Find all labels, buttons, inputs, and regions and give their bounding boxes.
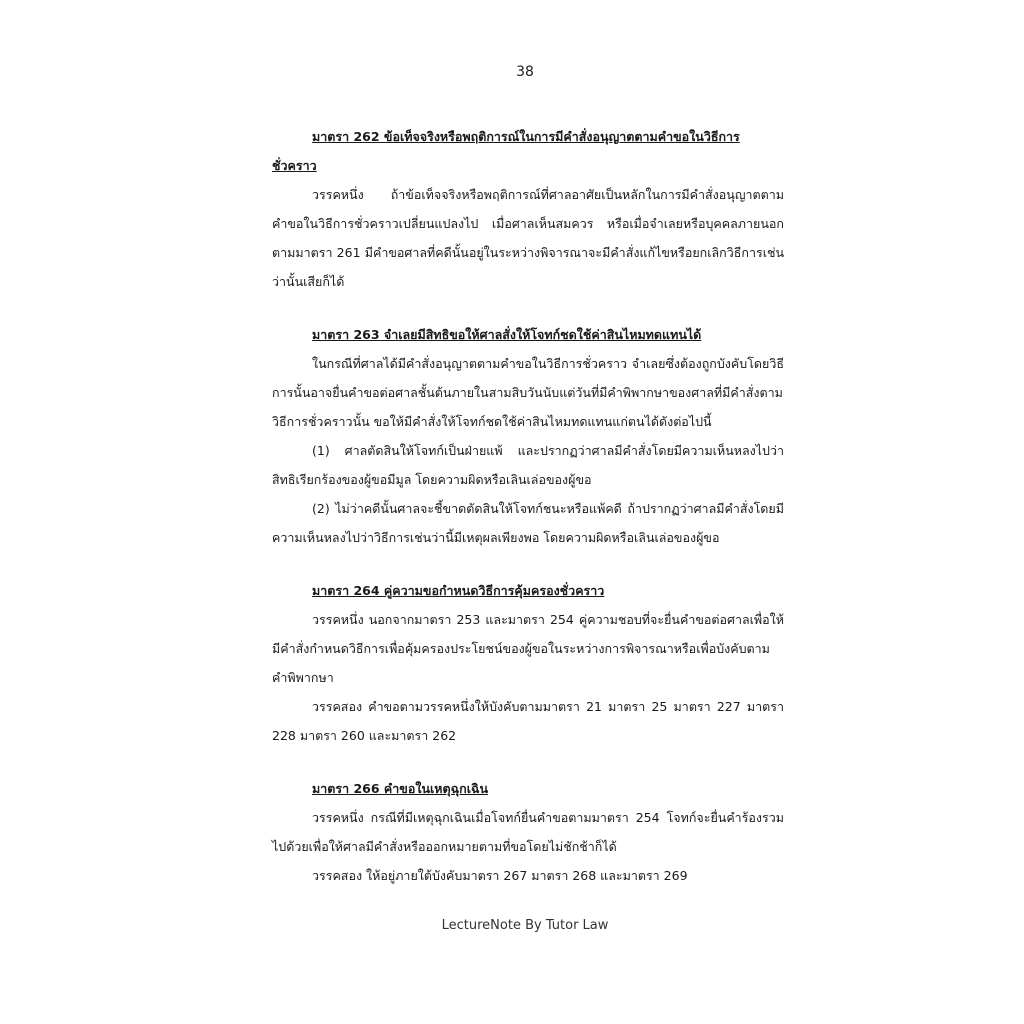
paragraph: วรรคสอง คำขอตามวรรคหนึ่งให้บังคับตามมาตรา 21 มาตรา 25 มาตรา 227 มาตรา 228 มาตรา 260 และมาตรา 262 [272, 699, 784, 743]
page-number: 38 [516, 64, 534, 80]
section-264 [272, 576, 784, 750]
document-body [272, 122, 784, 914]
section-266 [272, 774, 784, 890]
page-footer: LectureNote By Tutor Law [441, 918, 609, 933]
section-heading: มาตรา 264 คู่ความขอกำหนดวิธีการคุ้มครองชั่วคราว [312, 583, 605, 598]
section-262 [272, 122, 784, 296]
section-263 [272, 320, 784, 552]
paragraph: ในกรณีที่ศาลได้มีคำสั่งอนุญาตตามคำขอในวิธีการชั่วคราว จำเลยซึ่งต้องถูกบังคับโดยวิธีการนั้นอาจยื่นคำขอต่อศาลชั้นต้นภายในสามสิบวันนับแต่วันที่มีคำพิพากษาของศาลที่มีคำสั่งตามวิธีการชั่วคราวนั้น ขอให้มีคำสั่งให้โจทก์ชดใช้ค่าสินไหมทดแทนแก่ตนได้ดังต่อไปนี้ [272, 356, 784, 429]
paragraph: (1) ศาลตัดสินให้โจทก์เป็นฝ่ายแพ้ และปรากฏว่าศาลมีคำสั่งโดยมีความเห็นหลงไปว่าสิทธิเรียกร้องของผู้ขอมีมูล โดยความผิดหรือเลินเล่อของผู้ขอ [272, 443, 784, 487]
paragraph: (2) ไม่ว่าคดีนั้นศาลจะชี้ขาดตัดสินให้โจทก์ชนะหรือแพ้คดี ถ้าปรากฏว่าศาลมีคำสั่งโดยมีความเห็นหลงไปว่าวิธีการเช่นว่านี้มีเหตุผลเพียงพอ โดยความผิดหรือเลินเล่อของผู้ขอ [272, 501, 784, 545]
paragraph: วรรคหนึ่ง นอกจากมาตรา 253 และมาตรา 254 คู่ความชอบที่จะยื่นคำขอต่อศาลเพื่อให้มีคำสั่งกำหนดวิธีการเพื่อคุ้มครองประโยชน์ของผู้ขอในระหว่างการพิจารณาหรือเพื่อบังคับตามคำพิพากษา [272, 612, 784, 685]
paragraph: วรรคสอง ให้อยู่ภายใต้บังคับมาตรา 267 มาตรา 268 และมาตรา 269 [312, 868, 688, 883]
section-heading: มาตรา 262 ข้อเท็จจริงหรือพฤติการณ์ในการมีคำสั่งอนุญาตตามคำขอในวิธีการชั่วคราว [272, 129, 740, 173]
paragraph: วรรคหนึ่ง ถ้าข้อเท็จจริงหรือพฤติการณ์ที่ศาลอาศัยเป็นหลักในการมีคำสั่งอนุญาตตามคำขอในวิธีการชั่วคราวเปลี่ยนแปลงไป เมื่อศาลเห็นสมควร หรือเมื่อจำเลยหรือบุคคลภายนอกตามมาตรา 261 มีคำขอศาลที่คดีนั้นอยู่ในระหว่างพิจารณาจะมีคำสั่งแก้ไขหรือยกเลิกวิธีการเช่นว่านั้นเสียก็ได้ [272, 187, 784, 289]
section-heading: มาตรา 263 จำเลยมีสิทธิขอให้ศาลสั่งให้โจทก์ชดใช้ค่าสินไหมทดแทนได้ [312, 327, 702, 342]
paragraph: วรรคหนึ่ง กรณีที่มีเหตุฉุกเฉินเมื่อโจทก์ยื่นคำขอตามมาตรา 254 โจทก์จะยื่นคำร้องรวมไปด้วยเพื่อให้ศาลมีคำสั่งหรือออกหมายตามที่ขอโดยไม่ชักช้าก็ได้ [272, 810, 784, 854]
section-heading: มาตรา 266 คำขอในเหตุฉุกเฉิน [312, 781, 489, 796]
